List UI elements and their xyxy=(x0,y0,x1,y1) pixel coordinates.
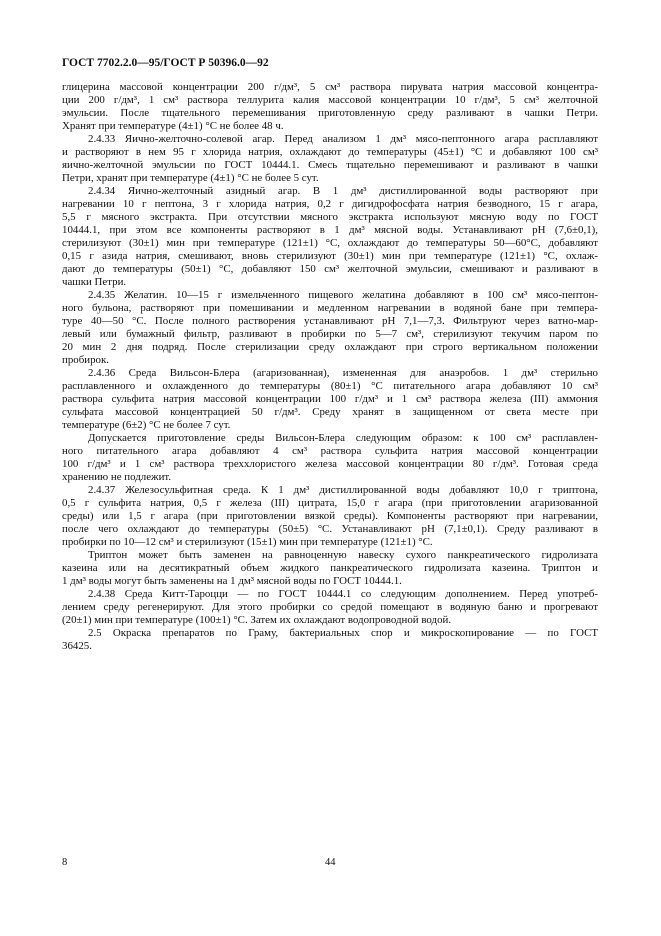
text-line: 5,5 г мясного экстракта. При отсутствии мясного экстракта используют мясную воду по ГОСТ xyxy=(62,211,598,223)
text-line: нагревании 10 г пептона, 3 г хлорида натрия, 0,2 г дигидрофосфата натрия безводного, 15 г агара, xyxy=(62,198,598,210)
text-line: 2.4.36 Среда Вильсон-Блера (агаризованная), измененная для анаэробов. 1 дм³ стерильно xyxy=(88,367,598,379)
text-line: 10444.1, при этом все компоненты растворяют в 1 дм³ мясной воды. Устанавливают pH (7,6±0,1), xyxy=(62,224,598,236)
paragraph xyxy=(62,588,598,627)
page-number-left: 8 xyxy=(62,857,68,868)
text-line: пробирки по 10—12 см³ и стерилизуют (15±1) мин при температуре (121±1) °С. xyxy=(62,536,433,548)
text-line: эмульсии. После тщательного перемешивания приготовленную среду разливают в чашки Петри. xyxy=(62,107,598,119)
text-line: дают до температуры (50±1) °С, добавляют 150 см³ желточной эмульсии, смешивают и разливают в xyxy=(62,263,598,275)
document-body xyxy=(62,81,598,653)
text-line: ного питательного агара добавляют 4 см³ раствора сульфита натрия массовой концентрации xyxy=(62,445,598,457)
paragraph xyxy=(62,133,598,185)
text-line: и растворяют в нем 95 г хлорида натрия, охлаждают до температуры (45±1) °С и добавляют 100 см³ xyxy=(62,146,598,158)
text-line: стерилизуют (30±1) мин при температуре (121±1) °С, охлаждают до температуры 50—60°С, добавляют xyxy=(62,237,598,249)
paragraph xyxy=(62,627,598,653)
text-line: сульфата массовой концентрацией 50 г/дм³. Среду хранят в защищенном от света месте при xyxy=(62,406,598,418)
text-line: Петри, хранят при температуре (4±1) °С не более 5 сут. xyxy=(62,172,319,184)
text-line: казеина или на десятикратный объем жидкого панкреатического гидролизата казеина. Триптон и xyxy=(62,562,598,574)
paragraph xyxy=(62,549,598,588)
text-line: 2.4.33 Яично-желточно-солевой агар. Перед анализом 1 дм³ мясо-пептонного агара расплавляют xyxy=(88,133,598,145)
paragraph xyxy=(62,289,598,367)
text-line: 20 мин 2 дня подряд. После стерилизации среду охлаждают при строго вертикальном положении xyxy=(62,341,598,353)
text-line: Триптон может быть заменен на равноценную навеску сухого панкреатического гидролизата xyxy=(88,549,598,561)
paragraph xyxy=(62,432,598,484)
text-line: Допускается приготовление среды Вильсон-Блера следующим образом: к 100 см³ расплавлен- xyxy=(88,432,598,444)
text-line: 2.4.37 Железосульфитная среда. К 1 дм³ дистиллированной воды добавляют 10,0 г триптона, xyxy=(88,484,598,496)
text-line: 2.5 Окраска препаратов по Граму, бактериальных спор и микроскопирование — по ГОСТ xyxy=(88,627,598,639)
text-line: 36425. xyxy=(62,640,92,652)
paragraph xyxy=(62,185,598,289)
paragraph xyxy=(62,81,598,133)
text-line: 0,15 г азида натрия, смешивают, вновь стерилизуют (30±1) мин при температуре (121±1) °С, охлаж- xyxy=(62,250,598,262)
paragraph xyxy=(62,484,598,549)
page-number-center: 44 xyxy=(325,857,336,868)
text-line: глицерина массовой концентрации 200 г/дм³, 5 см³ раствора пирувата натрия массовой концентра- xyxy=(62,81,598,93)
text-line: хранению не подлежит. xyxy=(62,471,172,483)
text-line: после чего охлаждают до температуры (50±5) °С. Устанавливают pH (7,1±0,1). Среду разливают в xyxy=(62,523,598,535)
text-line: среды) или 1,5 г агара (при приготовлении вязкой среды). Компоненты растворяют при нагревании, xyxy=(62,510,598,522)
text-line: 0,5 г сульфита натрия, 0,5 г железа (III) цитрата, 15,0 г агара (при приготовлении агаризованной xyxy=(62,497,598,509)
text-line: раствора сульфита натрия массовой концентрации 100 г/дм³ и 1 см³ раствора железа (III) аммония xyxy=(62,393,598,405)
text-line: пробирок. xyxy=(62,354,109,366)
text-line: яично-желточной эмульсии по ГОСТ 10444.1. Смесь тщательно перемешивают и разливают в чашки xyxy=(62,159,598,171)
text-line: чашки Петри. xyxy=(62,276,127,288)
text-line: (20±1) мин при температуре (100±1) °С. Затем их охлаждают водопроводной водой. xyxy=(62,614,452,626)
text-line: туре 40—50 °С. После полного растворения устанавливают pH 7,1—7,3. Фильтруют через ватно-мар- xyxy=(62,315,598,327)
text-line: расплавленного и охлажденного до температуры (80±1) °С питательного агара добавляют 10 см³ xyxy=(62,380,598,392)
document-header: ГОСТ 7702.2.0—95/ГОСТ Р 50396.0—92 xyxy=(62,57,269,69)
text-line: 1 дм³ воды могут быть заменены на 1 дм³ мясной воды по ГОСТ 10444.1. xyxy=(62,575,402,587)
text-line: лением среду регенерируют. Для этого пробирки со средой помещают в водяную баню и прогревают xyxy=(62,601,598,613)
text-line: 2.4.34 Яично-желточный азидный агар. В 1 дм³ дистиллированной воды растворяют при xyxy=(88,185,598,197)
text-line: температуре (6±2) °С не более 7 сут. xyxy=(62,419,231,431)
text-line: левый или бумажный фильтр, разливают в пробирки по 5—7 см³, стерилизуют текучим паром по xyxy=(62,328,598,340)
text-line: 100 г/дм³ и 1 см³ раствора треххлористого железа массовой концентрации 80 г/дм³. Готовая среда xyxy=(62,458,598,470)
text-line: Хранят при температуре (4±1) °С не более 48 ч. xyxy=(62,120,284,132)
paragraph xyxy=(62,367,598,432)
text-line: ции 200 г/дм³, 1 см³ раствора теллурита калия массовой концентрации 10 г/дм³, 5 см³ желточной xyxy=(62,94,598,106)
text-line: ного бульона, растворяют при помешивании и медленном нагревании в водяной бане при темпера- xyxy=(62,302,598,314)
text-line: 2.4.38 Среда Китт-Тароцци — по ГОСТ 10444.1 со следующим дополнением. Перед употреб- xyxy=(88,588,598,600)
text-line: 2.4.35 Желатин. 10—15 г измельченного пищевого желатина добавляют в 100 см³ мясо-пептон- xyxy=(88,289,598,301)
